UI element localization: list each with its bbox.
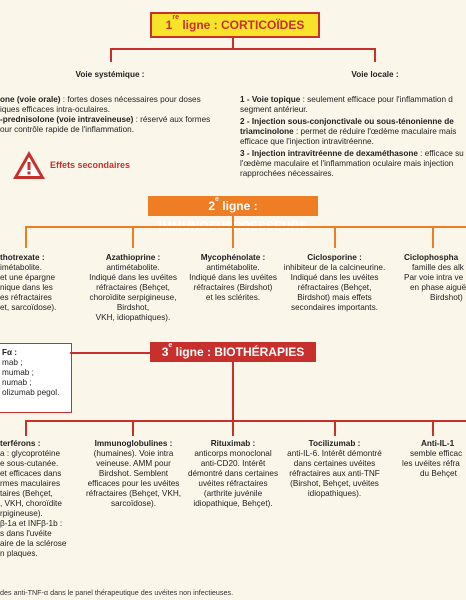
connector [334,420,336,436]
side-effects-label: Effets secondaires [50,160,131,170]
connector [110,48,112,62]
second-line-header: 2e ligne : [148,196,318,216]
connector [374,48,376,62]
connector [25,226,466,228]
connector [70,352,150,354]
connector [432,420,434,436]
connector [132,420,134,436]
connector [232,226,234,248]
connector [334,226,336,248]
connector [232,216,234,226]
connector [25,420,27,436]
third-line-header: 3e ligne : BIOTHÉRAPIES [150,342,316,362]
connector [25,226,27,248]
connector [25,420,466,422]
first-line-header: 1re ligne : CORTICOÏDES [150,12,320,38]
warning-icon [12,150,46,180]
connector [432,226,434,248]
connector [232,420,234,436]
figure-caption: des anti-TNF-α dans le panel thérapeutique des uvéites non infectieuses. [0,588,234,597]
connector [132,226,134,248]
connector [232,362,234,420]
systemic-route-title: Voie systémique : [75,70,145,79]
connector [110,48,376,50]
local-route-title: Voie locale : [351,70,399,79]
